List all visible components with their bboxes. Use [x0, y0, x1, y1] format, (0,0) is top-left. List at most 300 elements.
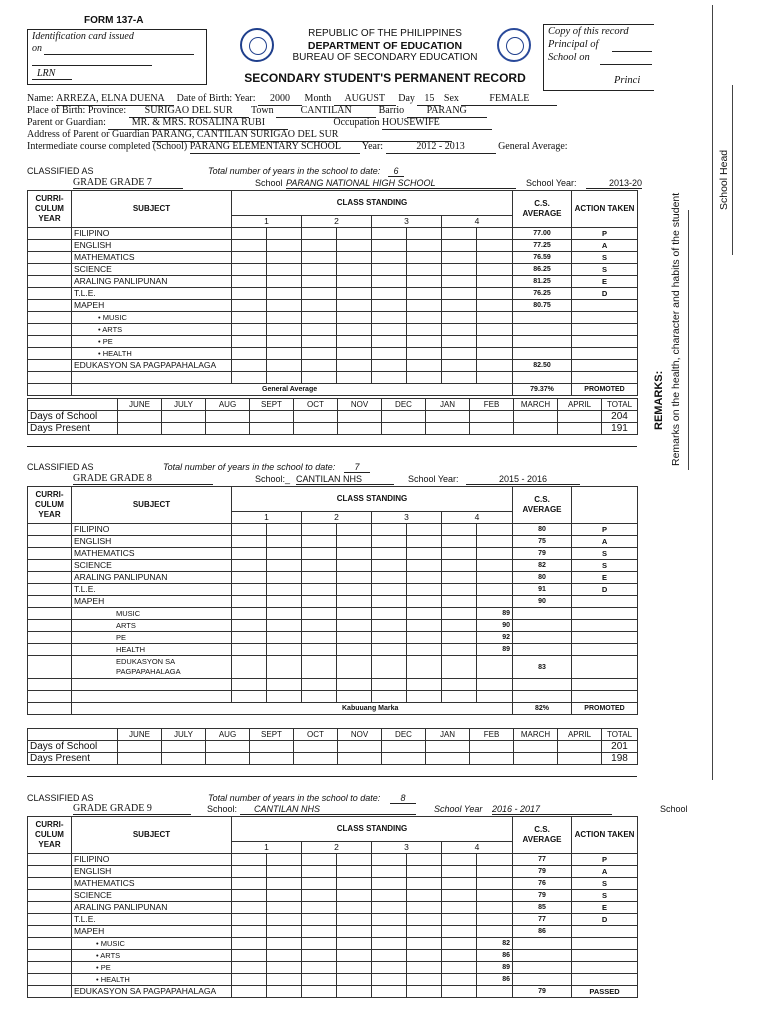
standing-cell	[302, 300, 337, 312]
remarks-line	[688, 210, 689, 470]
standing-cell	[267, 240, 302, 252]
month-header: APRIL	[558, 729, 602, 741]
standing-cell	[407, 560, 442, 572]
days-of-school-label: Days of School	[28, 741, 118, 753]
cs-average-cell: 79	[513, 986, 572, 998]
standing-cell	[267, 536, 302, 548]
month-header: APRIL	[558, 399, 602, 411]
curriculum-cell	[28, 596, 72, 608]
standing-cell	[477, 288, 513, 300]
standing-cell	[477, 866, 513, 878]
standing-cell	[477, 240, 513, 252]
action-cell	[572, 632, 638, 644]
quarter-1-header: 1	[232, 512, 302, 524]
standing-cell: 89	[477, 644, 513, 656]
blank-cell	[232, 372, 267, 384]
standing-cell	[407, 644, 442, 656]
copy-line3: School on	[548, 52, 590, 63]
standing-cell	[477, 312, 513, 324]
cs-average-cell: 76.59	[513, 252, 572, 264]
subject-row	[28, 974, 638, 986]
cs-average-cell: 82.50	[513, 360, 572, 372]
standing-cell	[477, 596, 513, 608]
standing-cell	[372, 608, 407, 620]
school-right-label: School	[660, 804, 688, 814]
standing-cell	[477, 926, 513, 938]
standing-cell	[407, 854, 442, 866]
parent-label: Parent or Guardian:	[27, 117, 106, 128]
copy-box	[543, 24, 654, 91]
standing-cell	[267, 584, 302, 596]
blank-cell	[407, 679, 442, 691]
standing-cell: 86	[477, 974, 513, 986]
standing-cell	[232, 548, 267, 560]
month-header: AUG	[206, 729, 250, 741]
standing-cell	[267, 288, 302, 300]
standing-cell	[302, 950, 337, 962]
curriculum-cell	[28, 950, 72, 962]
action-cell	[572, 938, 638, 950]
subject-header: SUBJECT	[72, 817, 232, 854]
subject-name: • ARTS	[72, 324, 232, 336]
subject-name: MAPEH	[72, 300, 232, 312]
standing-cell	[302, 276, 337, 288]
cs-average-cell	[513, 950, 572, 962]
curriculum-year-header: CURRI-CULUM YEAR	[28, 817, 72, 854]
quarter-2-header: 2	[302, 842, 372, 854]
standing-cell	[407, 584, 442, 596]
standing-cell	[337, 560, 372, 572]
standing-cell	[407, 264, 442, 276]
action-cell: D	[572, 914, 638, 926]
standing-cell	[407, 240, 442, 252]
standing-cell	[267, 902, 302, 914]
quarter-1-header: 1	[232, 842, 302, 854]
present-total-8: 198	[602, 753, 638, 765]
standing-cell	[337, 974, 372, 986]
subject-row	[28, 264, 638, 276]
cs-average-cell: 75	[513, 536, 572, 548]
days-total-8: 201	[602, 741, 638, 753]
general-average-value: 79.37%	[513, 384, 572, 396]
standing-cell	[372, 360, 407, 372]
blank-cell	[407, 372, 442, 384]
action-cell	[572, 300, 638, 312]
blank-cell	[477, 691, 513, 703]
action-cell	[572, 312, 638, 324]
standing-cell	[477, 324, 513, 336]
class-standing-header: CLASS STANDING	[232, 487, 513, 512]
standing-cell	[302, 962, 337, 974]
address-value: PARANG, CANTILAN SURIGAO DEL SUR	[152, 129, 452, 142]
subject-name: ENGLISH	[72, 866, 232, 878]
blank-row	[28, 372, 638, 384]
standing-cell	[407, 950, 442, 962]
standing-cell	[337, 324, 372, 336]
standing-cell	[372, 264, 407, 276]
standing-cell	[267, 572, 302, 584]
subject-row	[28, 584, 638, 596]
standing-cell	[302, 632, 337, 644]
standing-cell	[337, 288, 372, 300]
month-header: NOV	[338, 729, 382, 741]
cs-average-cell: 79	[513, 890, 572, 902]
curriculum-cell	[28, 548, 72, 560]
standing-cell	[372, 584, 407, 596]
month-header: JUNE	[118, 729, 162, 741]
subject-row	[28, 288, 638, 300]
cs-average-cell	[513, 336, 572, 348]
action-cell	[572, 348, 638, 360]
classified-as-8: CLASSIFIED AS	[27, 462, 94, 472]
deped-seal-icon	[497, 28, 531, 62]
standing-cell	[232, 596, 267, 608]
standing-cell	[442, 656, 477, 679]
remark-value: PROMOTED	[572, 703, 638, 715]
action-cell: E	[572, 276, 638, 288]
subject-name: • MUSIC	[72, 938, 232, 950]
standing-cell	[302, 656, 337, 679]
standing-cell: 89	[477, 608, 513, 620]
cs-average-cell: 77	[513, 854, 572, 866]
subject-row	[28, 596, 638, 608]
cs-average-cell: 77.25	[513, 240, 572, 252]
subject-name: MATHEMATICS	[72, 878, 232, 890]
blank-cell	[302, 372, 337, 384]
blank-cell	[572, 372, 638, 384]
standing-cell	[302, 620, 337, 632]
subject-header: SUBJECT	[72, 191, 232, 228]
subject-name: SCIENCE	[72, 890, 232, 902]
curriculum-cell	[28, 300, 72, 312]
standing-cell	[372, 228, 407, 240]
standing-cell	[232, 950, 267, 962]
action-cell	[572, 644, 638, 656]
subject-name: • MUSIC	[72, 312, 232, 324]
standing-cell	[302, 536, 337, 548]
subject-name: MATHEMATICS	[72, 252, 232, 264]
standing-cell	[337, 252, 372, 264]
standing-cell	[232, 348, 267, 360]
standing-cell	[302, 584, 337, 596]
sy-label-8: School Year:	[408, 474, 459, 484]
standing-cell	[407, 890, 442, 902]
standing-cell	[372, 300, 407, 312]
standing-cell	[442, 524, 477, 536]
standing-cell	[372, 974, 407, 986]
action-cell	[572, 360, 638, 372]
standing-cell: 82	[477, 938, 513, 950]
section-divider-1	[27, 446, 637, 447]
standing-cell	[372, 938, 407, 950]
standing-cell	[232, 560, 267, 572]
subject-row	[28, 656, 638, 679]
month-header: NOV	[338, 399, 382, 411]
standing-cell	[337, 890, 372, 902]
standing-cell	[442, 264, 477, 276]
cs-average-cell	[513, 962, 572, 974]
subject-name: SCIENCE	[72, 560, 232, 572]
standing-cell	[407, 312, 442, 324]
school-head-label: School Head	[718, 149, 730, 210]
standing-cell	[232, 264, 267, 276]
month-header: MARCH	[514, 399, 558, 411]
standing-cell	[442, 276, 477, 288]
month-header: JUNE	[118, 399, 162, 411]
standing-cell	[302, 524, 337, 536]
standing-cell	[407, 962, 442, 974]
grade-label-7: GRADE GRADE 7	[73, 177, 183, 189]
standing-cell	[372, 878, 407, 890]
standing-cell	[407, 608, 442, 620]
cs-average-cell	[513, 620, 572, 632]
curriculum-cell	[28, 902, 72, 914]
cs-average-cell: 86.25	[513, 264, 572, 276]
standing-cell	[302, 866, 337, 878]
standing-cell	[442, 584, 477, 596]
standing-cell	[407, 596, 442, 608]
standing-cell	[267, 866, 302, 878]
standing-cell	[267, 228, 302, 240]
standing-cell	[442, 240, 477, 252]
subject-name: EDUKASYON SA PAGPAPAHALAGA	[72, 360, 232, 372]
standing-cell	[442, 962, 477, 974]
total-years-9: 8	[390, 793, 416, 804]
standing-cell	[372, 572, 407, 584]
cs-average-cell	[513, 644, 572, 656]
action-cell	[572, 336, 638, 348]
blank-cell	[572, 679, 638, 691]
standing-cell	[267, 962, 302, 974]
quarter-1-header: 1	[232, 216, 302, 228]
standing-cell	[442, 866, 477, 878]
copy-line4: Princi	[614, 75, 641, 86]
standing-cell	[337, 348, 372, 360]
standing-cell	[232, 902, 267, 914]
blank-cell	[372, 679, 407, 691]
standing-cell	[232, 228, 267, 240]
subject-name: ARALING PANLIPUNAN	[72, 572, 232, 584]
standing-cell	[442, 608, 477, 620]
subject-row	[28, 524, 638, 536]
standing-cell	[337, 644, 372, 656]
standing-cell	[372, 252, 407, 264]
curriculum-cell	[28, 914, 72, 926]
cs-average-cell	[513, 608, 572, 620]
standing-cell	[232, 974, 267, 986]
standing-cell	[337, 572, 372, 584]
subject-name: PE	[72, 632, 232, 644]
standing-cell	[267, 264, 302, 276]
standing-cell	[442, 596, 477, 608]
standing-cell	[442, 854, 477, 866]
action-cell: S	[572, 560, 638, 572]
subject-name: FILIPINO	[72, 524, 232, 536]
school-value-7: PARANG NATIONAL HIGH SCHOOL	[286, 178, 516, 189]
standing-cell	[302, 348, 337, 360]
blank-cell	[477, 679, 513, 691]
subject-header: SUBJECT	[72, 487, 232, 524]
standing-cell	[407, 986, 442, 998]
action-cell: P	[572, 524, 638, 536]
standing-cell	[442, 536, 477, 548]
standing-cell	[302, 926, 337, 938]
standing-cell	[337, 584, 372, 596]
standing-cell	[442, 560, 477, 572]
cs-average-cell: 82	[513, 560, 572, 572]
address-label: Address of Parent or Guardian	[27, 129, 150, 140]
town-value: CANTILAN	[276, 105, 376, 118]
attendance-table-7	[27, 398, 638, 435]
standing-cell	[372, 632, 407, 644]
curriculum-cell	[28, 324, 72, 336]
sex-value: FEMALE	[461, 93, 557, 106]
standing-cell	[372, 902, 407, 914]
subject-row	[28, 336, 638, 348]
remark-value: PROMOTED	[572, 384, 638, 396]
cs-average-cell: 86	[513, 926, 572, 938]
subject-name: FILIPINO	[72, 228, 232, 240]
curriculum-cell	[28, 926, 72, 938]
curriculum-cell	[28, 312, 72, 324]
standing-cell	[372, 926, 407, 938]
standing-cell	[267, 854, 302, 866]
province-value: SURIGAO DEL SUR	[129, 105, 249, 118]
standing-cell	[407, 524, 442, 536]
standing-cell	[407, 348, 442, 360]
standing-cell	[372, 656, 407, 679]
standing-cell	[477, 276, 513, 288]
action-cell	[572, 962, 638, 974]
total-years-8: 7	[344, 462, 370, 473]
standing-cell	[407, 536, 442, 548]
subject-row	[28, 608, 638, 620]
cs-average-cell	[513, 938, 572, 950]
blank-cell	[442, 691, 477, 703]
blank-cell	[72, 679, 232, 691]
standing-cell	[442, 360, 477, 372]
standing-cell	[442, 620, 477, 632]
month-header: JAN	[426, 399, 470, 411]
standing-cell	[477, 300, 513, 312]
blank-cell	[267, 679, 302, 691]
action-cell: E	[572, 572, 638, 584]
cs-average-cell	[513, 974, 572, 986]
standing-cell	[407, 974, 442, 986]
curriculum-cell	[28, 572, 72, 584]
month-header: OCT	[294, 729, 338, 741]
subject-row	[28, 962, 638, 974]
day-label: Day	[398, 93, 415, 104]
curriculum-cell	[28, 620, 72, 632]
school-label-9: School:	[207, 804, 238, 814]
curriculum-cell	[28, 938, 72, 950]
blank-cell	[572, 691, 638, 703]
standing-cell	[337, 312, 372, 324]
standing-cell	[372, 950, 407, 962]
curriculum-cell	[28, 240, 72, 252]
cs-average-cell: 91	[513, 584, 572, 596]
cs-average-cell: 77	[513, 914, 572, 926]
action-cell	[572, 620, 638, 632]
days-present-label: Days Present	[28, 753, 118, 765]
standing-cell	[302, 974, 337, 986]
standing-cell	[232, 276, 267, 288]
standing-cell	[267, 878, 302, 890]
quarter-3-header: 3	[372, 512, 442, 524]
standing-cell	[232, 584, 267, 596]
subject-name: MAPEH	[72, 596, 232, 608]
subject-name: ARALING PANLIPUNAN	[72, 276, 232, 288]
id-card-line1: Identification card issued	[32, 31, 134, 42]
standing-cell	[267, 620, 302, 632]
standing-cell	[337, 878, 372, 890]
standing-cell	[337, 986, 372, 998]
curriculum-cell	[28, 986, 72, 998]
month-header: JAN	[426, 729, 470, 741]
blank-cell	[28, 691, 72, 703]
curriculum-cell	[28, 276, 72, 288]
action-cell	[572, 926, 638, 938]
standing-cell	[407, 926, 442, 938]
standing-cell	[372, 336, 407, 348]
days-of-school-label: Days of School	[28, 411, 118, 423]
standing-cell	[232, 890, 267, 902]
standing-cell	[302, 560, 337, 572]
cs-average-cell	[513, 348, 572, 360]
standing-cell	[337, 240, 372, 252]
standing-cell	[442, 926, 477, 938]
standing-cell	[407, 572, 442, 584]
action-cell	[572, 324, 638, 336]
right-border-line	[712, 5, 713, 780]
standing-cell: 89	[477, 962, 513, 974]
standing-cell	[337, 548, 372, 560]
curriculum-year-header: CURRI-CULUM YEAR	[28, 191, 72, 228]
remarks-label: REMARKS:	[653, 370, 665, 430]
cs-average-cell: 76	[513, 878, 572, 890]
school-label-8: School:_	[255, 474, 291, 484]
standing-cell	[267, 324, 302, 336]
standing-cell	[267, 890, 302, 902]
curriculum-year-header: CURRI-CULUM YEAR	[28, 487, 72, 524]
standing-cell	[232, 986, 267, 998]
curriculum-cell	[28, 890, 72, 902]
standing-cell	[407, 902, 442, 914]
standing-cell	[477, 878, 513, 890]
barrio-value: PARANG	[407, 105, 487, 118]
curriculum-cell	[28, 264, 72, 276]
standing-cell	[337, 854, 372, 866]
total-years-7: 6	[388, 166, 404, 177]
standing-cell	[302, 854, 337, 866]
standing-cell	[232, 962, 267, 974]
barrio-label: Barrio	[378, 105, 405, 116]
subject-row	[28, 560, 638, 572]
blank-cell	[232, 679, 267, 691]
standing-cell	[232, 312, 267, 324]
record-title: SECONDARY STUDENT'S PERMANENT RECORD	[244, 71, 526, 85]
dob-month: AUGUST	[334, 93, 396, 106]
standing-cell	[477, 252, 513, 264]
standing-cell	[302, 986, 337, 998]
month-header: MARCH	[514, 729, 558, 741]
cs-average-cell: 81.25	[513, 276, 572, 288]
quarter-4-header: 4	[442, 512, 513, 524]
days-total-7: 204	[602, 411, 638, 423]
curriculum-cell	[28, 974, 72, 986]
standing-cell	[477, 524, 513, 536]
